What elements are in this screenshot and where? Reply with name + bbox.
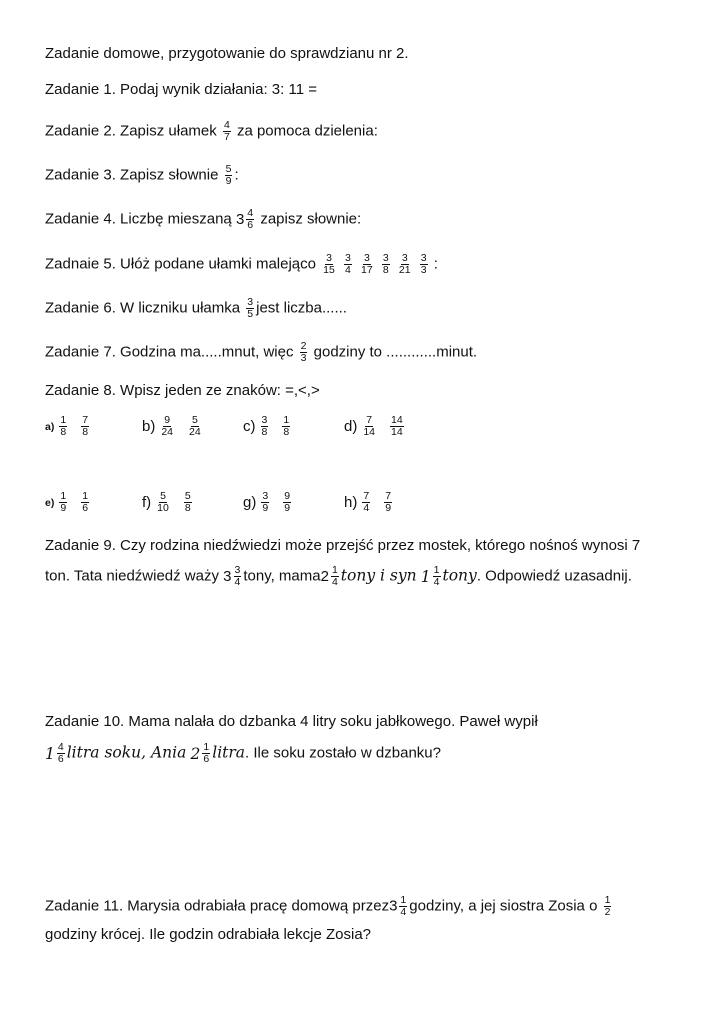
task-11-line-1: Zadanie 11. Marysia odrabiała pracę domową przez3 $\frac{1}{4}$ godziny, a jej siostra Zosia o $\frac{1}{2}$ xyxy=(45,894,611,918)
fraction: $\frac{1}{9}$ xyxy=(60,490,67,514)
fraction: $\frac{1}{4}$ xyxy=(400,894,407,918)
task-4 xyxy=(45,208,361,231)
fraction: $\frac{5}{9}$ xyxy=(225,163,232,187)
task-8-item-c xyxy=(243,415,302,438)
task-8-item-e xyxy=(45,491,101,514)
fraction: $\frac{7}{8}$ xyxy=(82,414,89,438)
task-6 xyxy=(45,297,347,320)
task-3-text: Zadanie 3. Zapisz słownie xyxy=(45,166,219,184)
item-label: b) xyxy=(142,418,156,435)
fraction: $\frac{3}{4}$ xyxy=(345,252,351,276)
fraction: $\frac{1}{8}$ xyxy=(283,414,290,438)
task-8-item-d xyxy=(344,415,416,438)
item-label: c) xyxy=(243,418,256,435)
task-8-item-a xyxy=(45,415,101,438)
task-6-text-end: jest liczba...... xyxy=(256,299,347,317)
mixed-number: 3 $\frac{3}{4}$ xyxy=(223,564,241,588)
task-7 xyxy=(45,341,477,364)
task-5 xyxy=(45,253,438,276)
task-8-item-b xyxy=(142,415,214,438)
task-9-line-2: ton. Tata niedźwiedź waży 3 $\frac{3}{4}$ tony, mama 2 $\frac{1}{4}$ tony i syn 1 $\frac{1}{4}$ tony. Odpowiedź uzasadnij. xyxy=(45,564,632,588)
task-8-item-f xyxy=(142,491,204,514)
item-label: e) xyxy=(45,496,55,509)
fraction: $\frac{1}{8}$ xyxy=(60,414,67,438)
task-8-item-h xyxy=(344,491,404,514)
task-5-text-end: : xyxy=(433,255,438,273)
item-label: a) xyxy=(45,420,55,433)
fraction: $\frac{9}{9}$ xyxy=(284,490,291,514)
task-4-text-end: zapisz słownie: xyxy=(260,210,362,228)
fraction: $\frac{3}{15}$ xyxy=(323,252,335,276)
task-8-item-g xyxy=(243,491,303,514)
fraction: $\frac{3}{8}$ xyxy=(382,252,389,276)
task-11-line-2: godziny krócej. Ile godzin odrabiała lekcje Zosia? xyxy=(45,926,372,943)
task-7-text: Zadanie 7. Godzina ma.....mnut, więc xyxy=(45,343,294,361)
fraction: $\frac{1}{2}$ xyxy=(604,894,611,918)
fraction: $\frac{14}{14}$ xyxy=(391,414,403,438)
task-10-line-2: 1 $\frac{4}{6}$ litra soku, Ania 2 $\frac{1}{6}$ litra. Ile soku zostało w dzbanku? xyxy=(45,741,441,765)
task-1: Zadanie 1. Podaj wynik działania: 3: 11 = xyxy=(45,81,317,98)
task-2-text: Zadanie 2. Zapisz ułamek xyxy=(45,122,217,140)
task-3-text-end: : xyxy=(234,166,239,184)
item-label: f) xyxy=(142,494,152,511)
fraction: $\frac{2}{3}$ xyxy=(300,340,307,364)
task-6-text: Zadanie 6. W liczniku ułamka xyxy=(45,299,241,317)
page-header: Zadanie domowe, przygotowanie do sprawdzianu nr 2. xyxy=(45,45,409,62)
task-3 xyxy=(45,164,239,187)
fraction: $\frac{3}{3}$ xyxy=(420,252,427,276)
task-7-text-end: godziny to ............minut. xyxy=(313,343,478,361)
mixed-number: 3 $\frac{4}{6}$ xyxy=(235,207,254,231)
task-2 xyxy=(45,120,378,143)
fraction: $\frac{7}{4}$ xyxy=(363,490,370,514)
fraction: $\frac{9}{24}$ xyxy=(161,414,174,438)
mixed-number: 2 $\frac{1}{4}$ xyxy=(320,564,338,588)
task-10-line-1: Zadanie 10. Mama nalała do dzbanka 4 litry soku jabłkowego. Paweł wypił xyxy=(45,713,538,730)
fraction: $\frac{4}{7}$ xyxy=(223,119,230,143)
task-9-line-1: Zadanie 9. Czy rodzina niedźwiedzi może przejść przez mostek, którego nośnoś wynosi 7 xyxy=(45,537,641,554)
item-label: d) xyxy=(344,418,358,435)
mixed-number: 1 $\frac{4}{6}$ xyxy=(45,741,64,765)
fraction: $\frac{3}{8}$ xyxy=(261,414,268,438)
task-8-title: Zadanie 8. Wpisz jeden ze znaków: =,<,> xyxy=(45,382,320,399)
task-4-text: Zadanie 4. Liczbę mieszaną xyxy=(45,210,232,228)
item-label: g) xyxy=(243,494,257,511)
fraction: $\frac{3}{17}$ xyxy=(361,252,373,276)
fraction: $\frac{7}{9}$ xyxy=(385,490,392,514)
mixed-number: 1 $\frac{1}{4}$ xyxy=(420,564,440,588)
fraction: $\frac{7}{14}$ xyxy=(363,414,376,438)
fraction: $\frac{3}{5}$ xyxy=(247,296,254,320)
fraction: $\frac{3}{21}$ xyxy=(398,252,411,276)
mixed-number: 2 $\frac{1}{6}$ xyxy=(190,741,210,765)
fraction: $\frac{5}{8}$ xyxy=(184,490,191,514)
fraction: $\frac{5}{10}$ xyxy=(157,490,169,514)
task-2-text-end: za pomoca dzielenia: xyxy=(236,122,378,140)
fraction: $\frac{3}{9}$ xyxy=(262,490,269,514)
task-5-text: Zadnaie 5. Ułóż podane ułamki malejąco xyxy=(45,255,316,273)
fraction: $\frac{5}{24}$ xyxy=(189,414,201,438)
fraction: $\frac{1}{6}$ xyxy=(82,490,89,514)
item-label: h) xyxy=(344,494,358,511)
